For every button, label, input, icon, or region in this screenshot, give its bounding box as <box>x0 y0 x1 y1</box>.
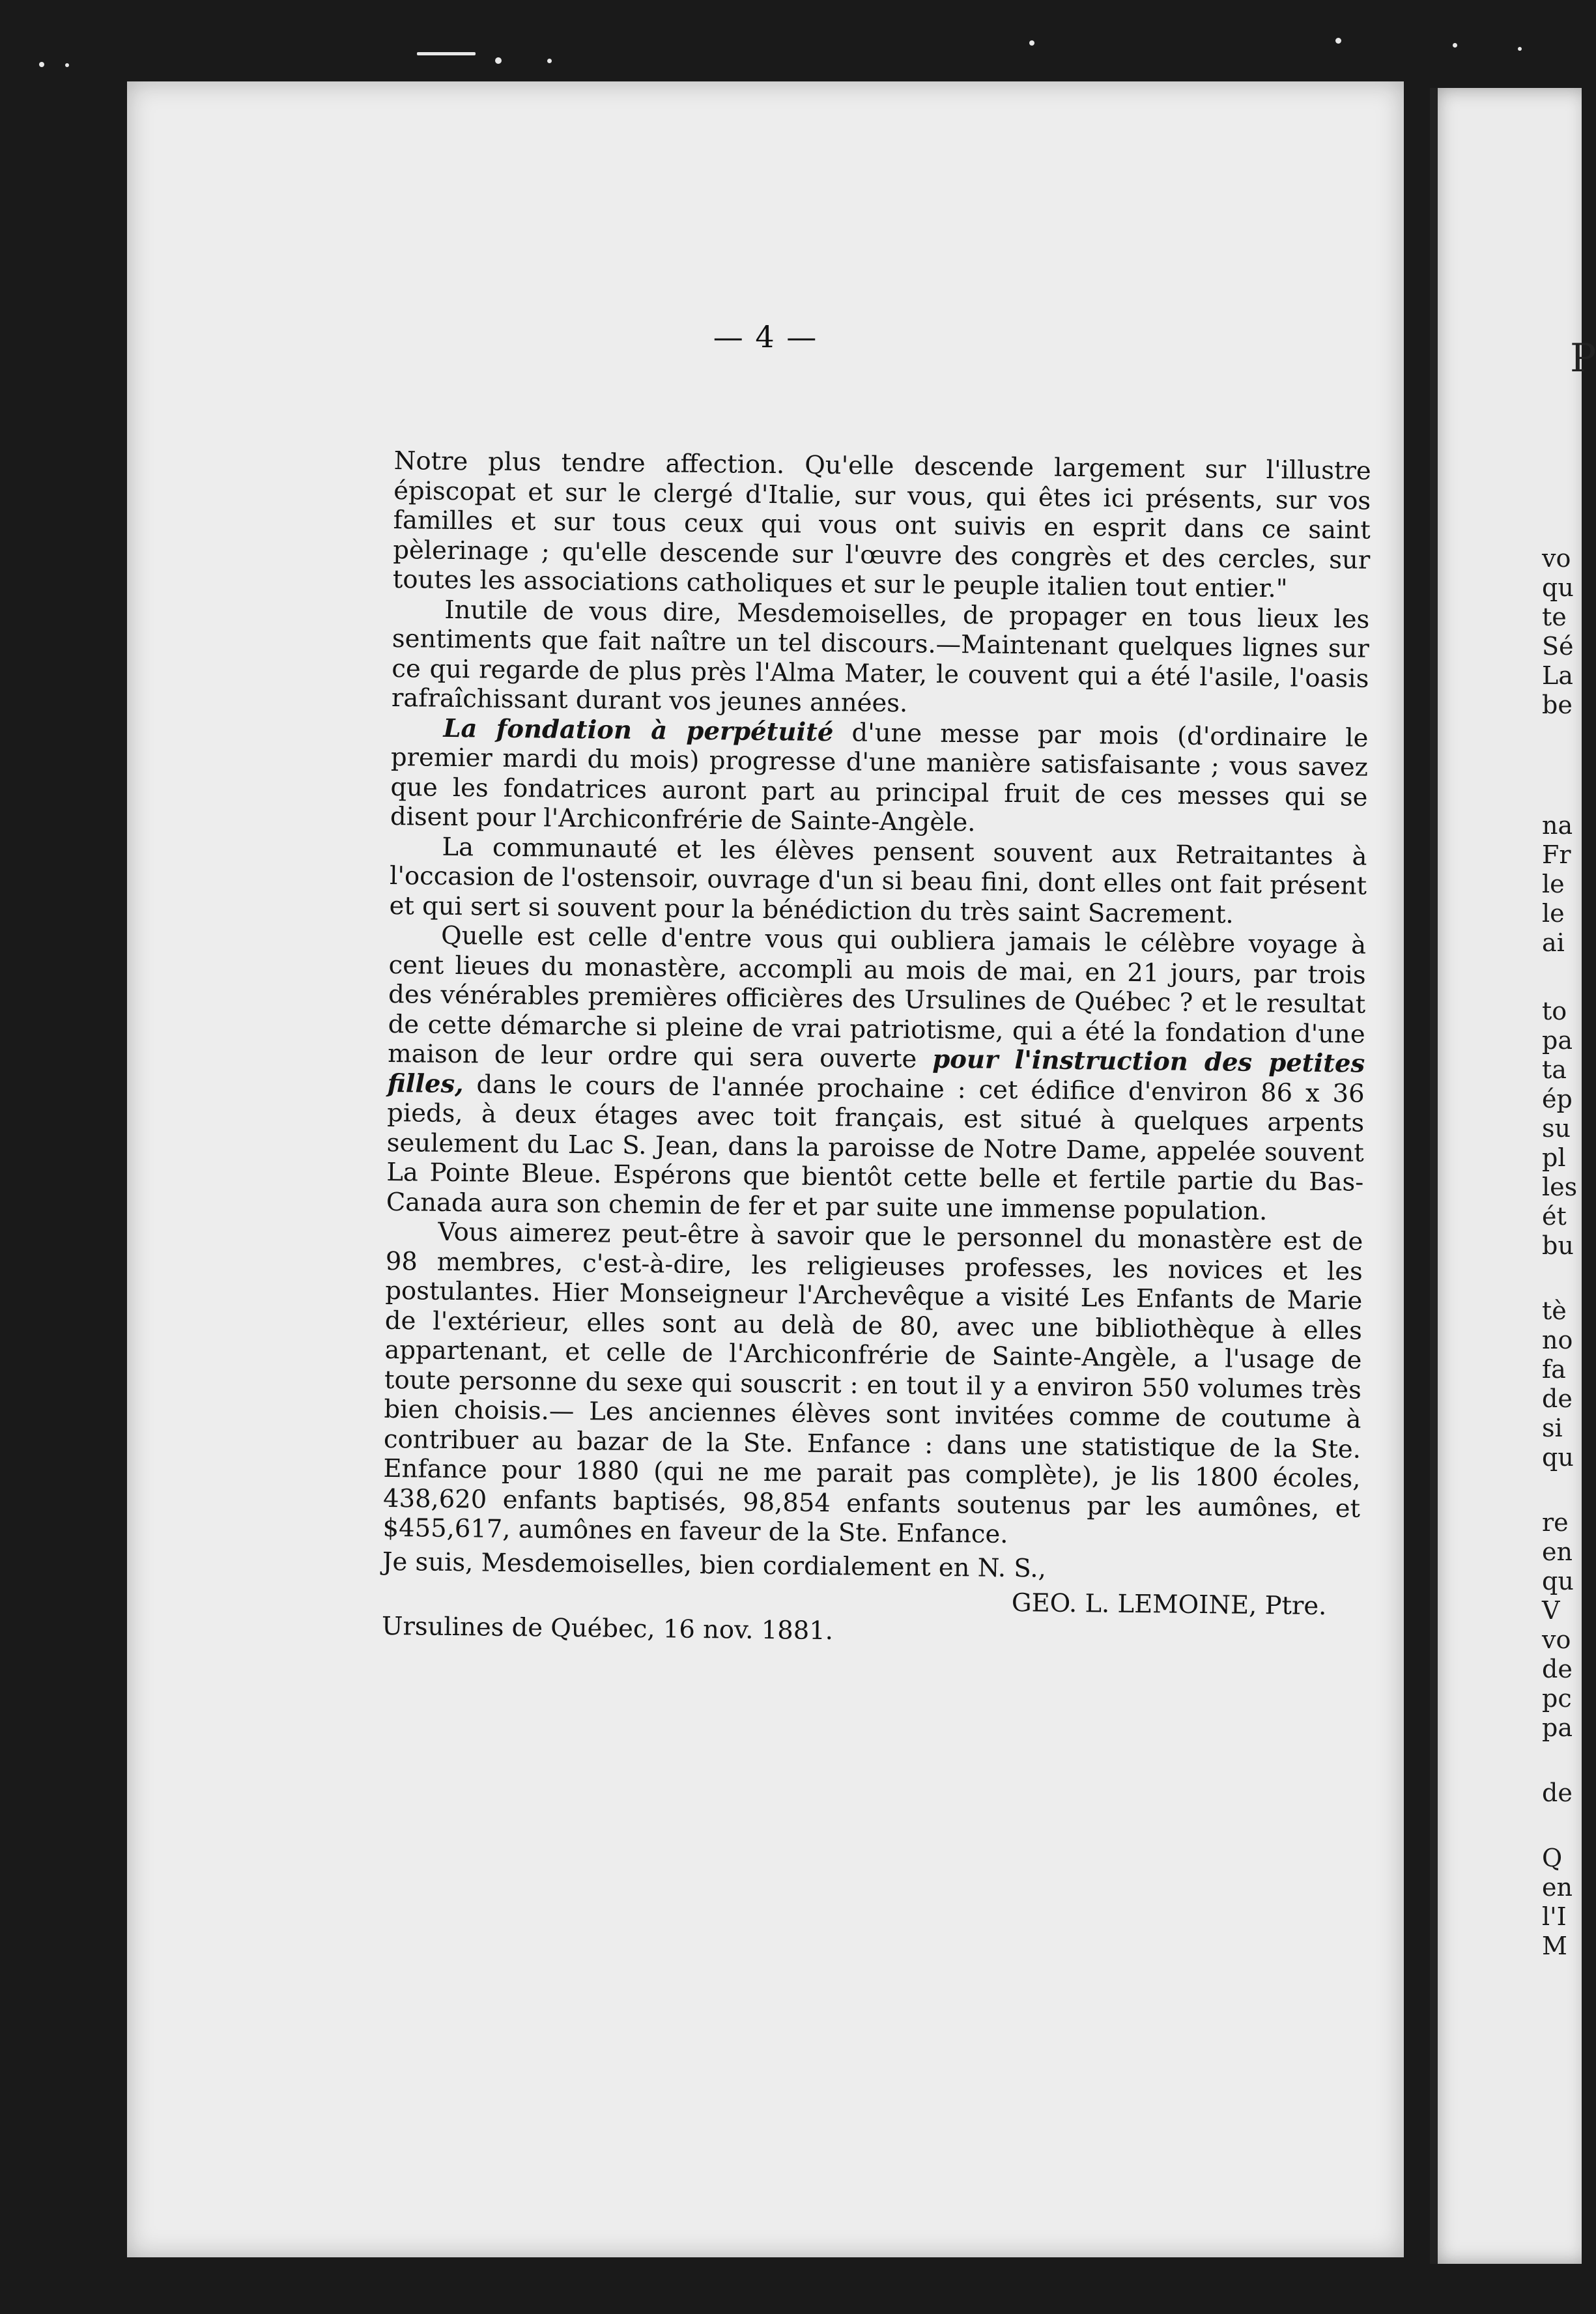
adjacent-page-line-fragment: V <box>1542 1596 1560 1625</box>
adjacent-page-line-fragment: Fr <box>1542 840 1571 869</box>
adjacent-page-line-fragment: ép <box>1542 1085 1573 1113</box>
adjacent-page-line-fragment: no <box>1542 1326 1573 1354</box>
adjacent-page-line-fragment: La <box>1542 661 1573 690</box>
adjacent-page-line-fragment: ai <box>1542 928 1565 957</box>
adjacent-page-heading-fragment: P <box>1570 336 1596 381</box>
letter-body <box>382 446 1371 1651</box>
scan-speck <box>65 63 69 67</box>
paragraph-2: Inutile de vous dire, Mesdemoiselles, de propager en tous lieux les sentiments que fait naître un tel discours.—Maintenant quelques lignes sur ce qui regarde de plus près l'Alma Mater, le couvent qui a été l'asile, l'oasis rafraîchissant durant vos jeunes années. <box>391 595 1370 719</box>
adjacent-page-line-fragment: si <box>1542 1414 1563 1442</box>
adjacent-page-line-fragment: fa <box>1542 1355 1566 1384</box>
adjacent-page-line-fragment: re <box>1542 1508 1569 1537</box>
scan-speck <box>1518 47 1522 51</box>
paragraph-5-text-after: dans le cours de l'année prochaine : cet édifice d'environ 86 x 36 pieds, à deux étages avec toit français, est situé à quelques arpents seulement du Lac S. Jean, dans la paroisse de Notre Dame, appelée souvent La Pointe Bleue. Espérons que bientôt cette belle et fertile partie du Bas-Canada aura son chemin de fer et par suite une immense population. <box>386 1069 1365 1226</box>
adjacent-page-line-fragment: de <box>1542 1384 1573 1413</box>
adjacent-page-line-fragment: pa <box>1542 1713 1573 1742</box>
scan-speck <box>547 59 552 63</box>
adjacent-page-line-fragment: M <box>1542 1932 1567 1960</box>
adjacent-page-line-fragment: les <box>1542 1173 1578 1201</box>
adjacent-page-line-fragment: vo <box>1542 544 1571 573</box>
scan-speck <box>1335 38 1341 44</box>
adjacent-page-line-fragment: en <box>1542 1873 1573 1902</box>
adjacent-page-line-fragment: qu <box>1542 1443 1574 1472</box>
italic-lead: La fondation à perpétuité <box>443 713 834 747</box>
adjacent-page-line-fragment: de <box>1542 1778 1573 1807</box>
signature: GEO. L. LEMOINE, Ptre. <box>1011 1588 1327 1621</box>
adjacent-page-line-fragment: pc <box>1542 1684 1572 1713</box>
page-number: — 4 — <box>713 319 818 354</box>
italic-phrase: pour l'instruction des petites filles, <box>387 1044 1365 1099</box>
adjacent-page-line-fragment: pl <box>1542 1143 1566 1172</box>
adjacent-page-line-fragment: l'I <box>1542 1902 1567 1931</box>
adjacent-page-line-fragment: Sé <box>1542 632 1574 661</box>
adjacent-page-line-fragment: ét <box>1542 1202 1567 1231</box>
adjacent-page-line-fragment: en <box>1542 1537 1573 1566</box>
page-gutter-shadow <box>1430 88 1438 2264</box>
adjacent-page-line-fragment: be <box>1542 691 1573 719</box>
adjacent-page-line-fragment: tè <box>1542 1296 1567 1325</box>
adjacent-page-line-fragment: bu <box>1542 1231 1574 1260</box>
adjacent-page-line-fragment: qu <box>1542 1567 1574 1595</box>
paragraph-3 <box>390 713 1369 842</box>
scan-speck <box>417 52 476 55</box>
scan-speck <box>1453 43 1457 48</box>
adjacent-page-line-fragment: le <box>1542 899 1565 928</box>
paragraph-4: La communauté et les élèves pensent souvent aux Retraitantes à l'occasion de l'ostensoir, ouvrage d'un si beau fini, dont elles ont fait présent et qui sert si souvent pour la bénédiction du très saint Sacrement. <box>389 832 1367 930</box>
adjacent-page-line-fragment: le <box>1542 870 1565 898</box>
paragraph-5 <box>386 921 1367 1227</box>
closing-line: Je suis, Mesdemoiselles, bien cordialement en N. S., <box>382 1547 1047 1584</box>
document-page <box>127 81 1404 2257</box>
adjacent-page-line-fragment: na <box>1542 811 1573 840</box>
paragraph-6: Vous aimerez peut-être à savoir que le personnel du monastère est de 98 membres, c'est-à-dire, les religieuses professes, les novices et les postulantes. Hier Monseigneur l'Archevêque a visité Les Enfants de Marie de l'extérieur, elles sont au delà de 80, avec une bibliothèque à elles appartenant, et celle de l'Archiconfrérie de Sainte-Angèle, a l'usage de toute personne du sexe qui souscrit : en tout il y a environ 550 volumes très bien choisis.— Les anciennes élèves sont invitées comme de coutume à contribuer au bazar de la Ste. Enfance : dans une statistique de la Ste. Enfance pour 1880 (qui ne me parait pas complète), je lis 1800 écoles, 438,620 enfants baptisés, 98,854 enfants soutenus par les aumônes, et $455,617, aumônes en faveur de la Ste. Enfance. <box>382 1217 1363 1549</box>
adjacent-page-line-fragment: qu <box>1542 573 1574 602</box>
adjacent-page-line-fragment: pa <box>1542 1026 1573 1055</box>
adjacent-page-line-fragment: vo <box>1542 1625 1571 1654</box>
adjacent-page-line-fragment: ta <box>1542 1055 1567 1084</box>
scan-speck <box>1029 40 1034 46</box>
paragraph-1: Notre plus tendre affection. Qu'elle descende largement sur l'illustre épiscopat et sur le clergé d'Italie, sur vous, qui êtes ici présents, sur vos familles et sur tous ceux qui vous ont suivis en esprit dans ce saint pèlerinage ; qu'elle descende sur l'œuvre des congrès et des cercles, sur toutes les associations catholiques et sur le peuple italien tout entier." <box>392 446 1371 604</box>
scan-speck <box>39 62 44 67</box>
adjacent-page-fragment <box>1430 88 1596 2264</box>
place-date: Ursulines de Québec, 16 nov. 1881. <box>381 1611 834 1646</box>
scan-speck <box>495 57 502 64</box>
paragraph-3-text: d'une messe par mois (d'ordinaire le premier mardi du mois) progresse d'une manière satisfaisante ; vous savez que les fondatrices auront part au principal fruit de ces messes qui se disent pour l'Archiconfrérie de Sainte-Angèle. <box>390 717 1369 838</box>
adjacent-page-line-fragment: te <box>1542 603 1567 631</box>
adjacent-page-line-fragment: de <box>1542 1655 1573 1683</box>
adjacent-page-line-fragment: to <box>1542 997 1567 1025</box>
paragraph-5-text-before: Quelle est celle d'entre vous qui oubliera jamais le célèbre voyage à cent lieues du monastère, accompli au mois de mai, en 21 jours, par trois des vénérables premières officières des Ursulines de Québec ? et le resultat de cette démarche si pleine de vrai patriotisme, qui a été la fondation d'une maison de leur ordre qui sera ouverte <box>387 921 1367 1074</box>
adjacent-page-line-fragment: Q <box>1542 1844 1563 1872</box>
adjacent-page-line-fragment: su <box>1542 1114 1571 1143</box>
